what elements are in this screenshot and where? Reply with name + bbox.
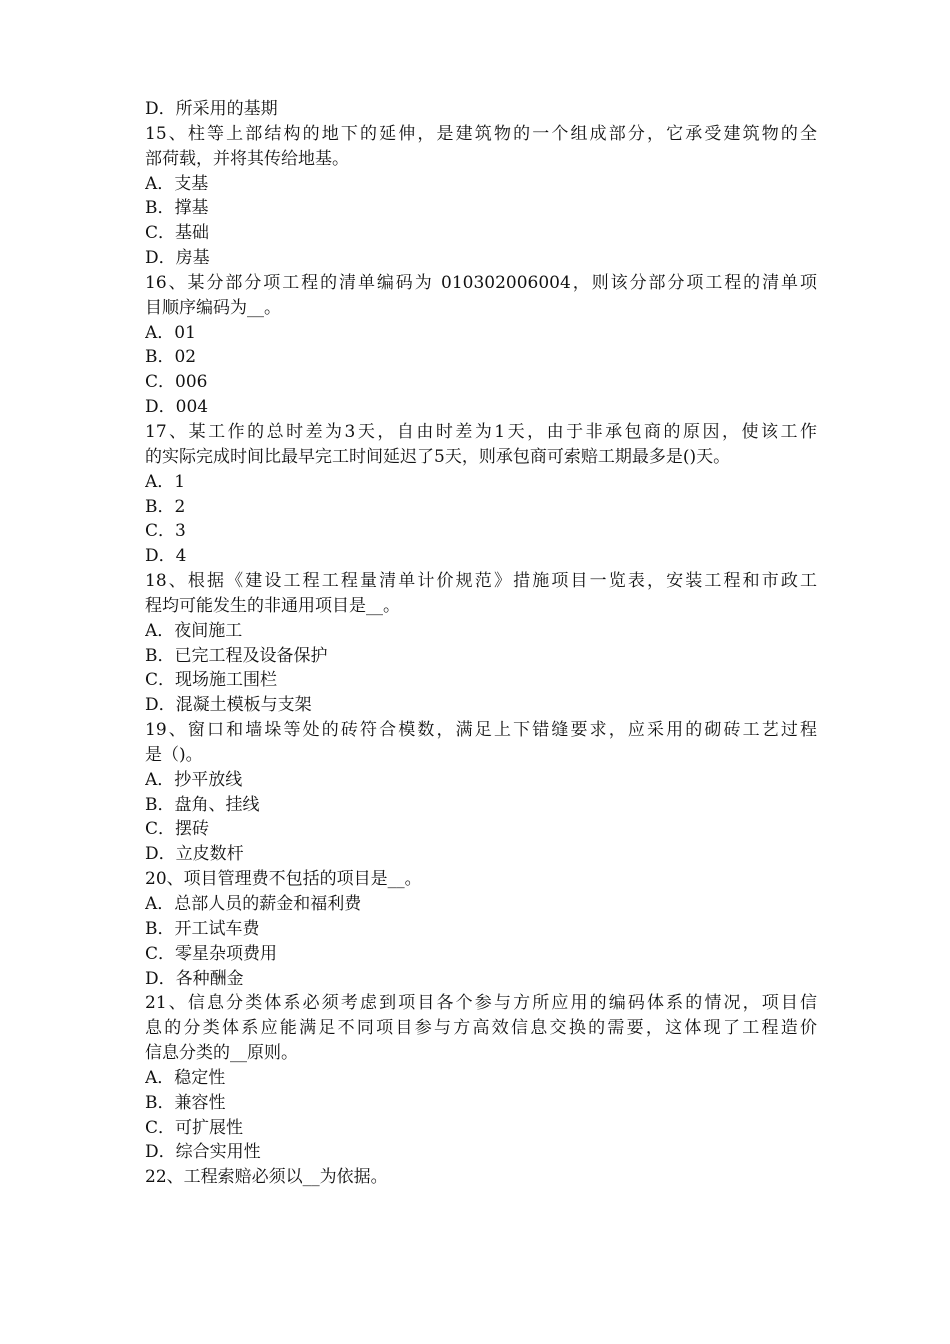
option-a: A．稳定性 bbox=[145, 1067, 226, 1088]
question-line: 是（)。 bbox=[145, 744, 203, 765]
option-b: B．兼容性 bbox=[145, 1092, 226, 1113]
question-line: 息的分类体系应能满足不同项目参与方高效信息交换的需要，这体现了工程造价 bbox=[145, 1018, 817, 1039]
option-d: D．立皮数杆 bbox=[145, 844, 244, 865]
option-a: A．抄平放线 bbox=[145, 769, 243, 790]
option-d: D．综合实用性 bbox=[145, 1142, 261, 1163]
question-19 bbox=[145, 718, 817, 867]
option-d: D．4 bbox=[145, 546, 187, 567]
question-15 bbox=[145, 122, 817, 271]
option-b: B．撑基 bbox=[145, 198, 209, 219]
question-line: 信息分类的__原则。 bbox=[145, 1043, 298, 1064]
question-text bbox=[145, 122, 817, 172]
question-line: 17、某工作的总时差为3天，自由时差为1天，由于非承包商的原因，使该工作 bbox=[145, 421, 817, 442]
question-17 bbox=[145, 420, 817, 569]
question-line: 目顺序编码为__。 bbox=[145, 297, 281, 318]
question-text bbox=[145, 718, 817, 768]
option-line: D．所采用的基期 bbox=[145, 99, 278, 119]
option-a: A．01 bbox=[145, 322, 196, 343]
option-c: C．零星杂项费用 bbox=[145, 943, 278, 964]
question-line: 16、某分部分项工程的清单编码为 010302006004，则该分部分项工程的清单项 bbox=[145, 272, 817, 293]
question-line: 22、工程索赔必须以__为依据。 bbox=[145, 1167, 388, 1188]
question-text bbox=[145, 1165, 817, 1190]
question-line: 程均可能发生的非通用项目是__。 bbox=[145, 595, 400, 616]
question-20 bbox=[145, 867, 817, 991]
option-c: C．摆砖 bbox=[145, 819, 210, 840]
question-line: 15、柱等上部结构的地下的延伸，是建筑物的一个组成部分，它承受建筑物的全 bbox=[145, 123, 817, 144]
option-c: C．基础 bbox=[145, 223, 210, 244]
question-text bbox=[145, 867, 817, 892]
option-a: A．总部人员的薪金和福利费 bbox=[145, 894, 362, 914]
question-text bbox=[145, 420, 817, 470]
question-16 bbox=[145, 271, 817, 420]
question-text bbox=[145, 271, 817, 321]
option-a: A．夜间施工 bbox=[145, 620, 243, 641]
option-a: A．1 bbox=[145, 471, 186, 492]
option-d: D．房基 bbox=[145, 248, 210, 269]
question-line: 21、信息分类体系必须考虑到项目各个参与方所应用的编码体系的情况，项目信 bbox=[145, 993, 817, 1014]
option-a: A．支基 bbox=[145, 173, 209, 194]
option-c: C．现场施工围栏 bbox=[145, 670, 278, 691]
option-b: B．开工试车费 bbox=[145, 918, 260, 939]
question-text bbox=[145, 569, 817, 619]
question-line: 部荷载，并将其传给地基。 bbox=[145, 148, 349, 169]
question-line: 的实际完成时间比最早完工时间延迟了5天，则承包商可索赔工期最多是()天。 bbox=[145, 446, 731, 467]
option-d: D．混凝土模板与支架 bbox=[145, 695, 312, 716]
question-line: 19、窗口和墙垛等处的砖符合模数，满足上下错缝要求，应采用的砌砖工艺过程 bbox=[145, 720, 817, 741]
option-b: B．盘角、挂线 bbox=[145, 794, 260, 815]
question-18 bbox=[145, 569, 817, 718]
question-text bbox=[145, 991, 817, 1066]
option-b: B．02 bbox=[145, 347, 197, 368]
option-c: C．006 bbox=[145, 372, 208, 393]
question-line: 20、项目管理费不包括的项目是__。 bbox=[145, 869, 422, 890]
option-c: C．可扩展性 bbox=[145, 1117, 244, 1138]
question-21 bbox=[145, 991, 817, 1165]
document-page bbox=[145, 97, 817, 1190]
question-line: 18、根据《建设工程工程量清单计价规范》措施项目一览表，安装工程和市政工 bbox=[145, 571, 817, 592]
question-22 bbox=[145, 1165, 817, 1190]
option-d: D．各种酬金 bbox=[145, 968, 244, 989]
option-d: D．004 bbox=[145, 397, 209, 418]
option-b: B．已完工程及设备保护 bbox=[145, 645, 328, 666]
option-c: C．3 bbox=[145, 521, 186, 542]
option-b: B．2 bbox=[145, 496, 186, 517]
